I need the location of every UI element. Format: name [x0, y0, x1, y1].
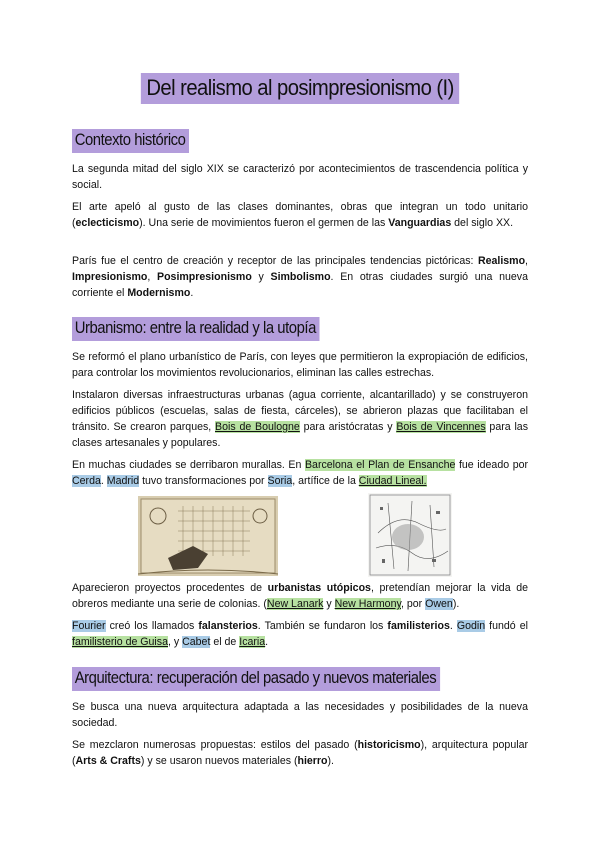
highlight-owen: Owen	[425, 598, 453, 610]
paragraph-urbanismo-5: Fourier creó los llamados falansterios. También se fundaron los familisterios. Godin fundó el familisterio de Guisa, y Cabet el de Icaria.	[72, 620, 528, 648]
heading-contexto-historico: Contexto histórico	[72, 129, 202, 153]
paragraph-contexto-2: El arte apeló al gusto de las clases dominantes, obras que integran un todo unitario (eclecticismo). Una serie de movimientos fueron el germen de las Vanguardias del siglo XX.	[72, 201, 528, 229]
paragraph-arquitectura-2: Se mezclaron numerosas propuestas: estilos del pasado (historicismo), arquitectura popular (Arts & Crafts) y se usaron nuevos materiales (hierro).	[72, 739, 528, 767]
heading-urbanismo: Urbanismo: entre la realidad y la utopía	[72, 317, 347, 341]
paragraph-urbanismo-3: En muchas ciudades se derribaron murallas. En Barcelona el Plan de Ensanche fue ideado por Cerda. Madrid tuvo transformaciones por Soria, artífice de la Ciudad Lineal.	[72, 459, 528, 487]
highlight-bois-de-vincennes: Bois de Vincennes	[396, 421, 486, 433]
city-plan-sketch-map	[368, 493, 452, 577]
highlight-new-lanark: New Lanark	[266, 598, 324, 610]
map-icon	[138, 496, 278, 576]
barcelona-ensanche-plan-map	[138, 496, 278, 576]
highlight-madrid: Madrid	[106, 475, 140, 487]
highlight-icaria: Icaria	[239, 636, 266, 648]
highlight-fourier: Fourier	[72, 620, 106, 632]
document-title-text: Del realismo al posimpresionismo (I)	[141, 73, 459, 104]
highlight-new-harmony: New Harmony	[334, 598, 401, 610]
paragraph-contexto-1: La segunda mitad del siglo XIX se caracterizó por acontecimientos de trascendencia política y social.	[72, 163, 528, 191]
heading-arquitectura: Arquitectura: recuperación del pasado y nuevos materiales	[72, 667, 481, 691]
highlight-godin: Godin	[456, 620, 486, 632]
document-title	[0, 73, 600, 104]
highlight-bois-de-boulogne: Bois de Boulogne	[215, 421, 300, 433]
paragraph-urbanismo-2: Instalaron diversas infraestructuras urbanas (agua corriente, alcantarillado) y se construyeron edificios públicos (escuelas, salas de fiesta, cárceles), se abrieron plazas que facilitaban el tránsito. Se crearon parques, Bois de Boulogne para aristócratas y Bois de Vincennes para las clases artesanales y populares.	[72, 389, 528, 449]
paragraph-urbanismo-1: Se reformó el plano urbanístico de París, con leyes que permitieron la expropiación de edificios, para controlar los movimientos revolucionarios, eliminan las calles estrechas.	[72, 351, 528, 379]
highlight-barcelona: Barcelona el Plan de Ensanche	[304, 459, 456, 471]
sketch-map-icon	[368, 493, 452, 577]
highlight-soria: Soria	[267, 475, 293, 487]
highlight-cerda: Cerda	[72, 475, 101, 487]
highlight-cabet: Cabet	[182, 636, 211, 648]
paragraph-urbanismo-4: Aparecieron proyectos procedentes de urbanistas utópicos, pretendían mejorar la vida de obreros mediante una serie de colonias. (New Lanark y New Harmony, por Owen).	[72, 582, 528, 610]
paragraph-arquitectura-1: Se busca una nueva arquitectura adaptada a las necesidades y posibilidades de la nueva sociedad.	[72, 701, 528, 729]
paragraph-contexto-3: París fue el centro de creación y receptor de las principales tendencias pictóricas: Realismo, Impresionismo, Posimpresionismo y Simbolismo. En otras ciudades surgió una nueva corriente el Modernismo.	[72, 255, 528, 299]
highlight-familisterio-de-guisa: familisterio de Guisa	[72, 636, 168, 648]
highlight-ciudad-lineal: Ciudad Lineal.	[358, 475, 427, 487]
